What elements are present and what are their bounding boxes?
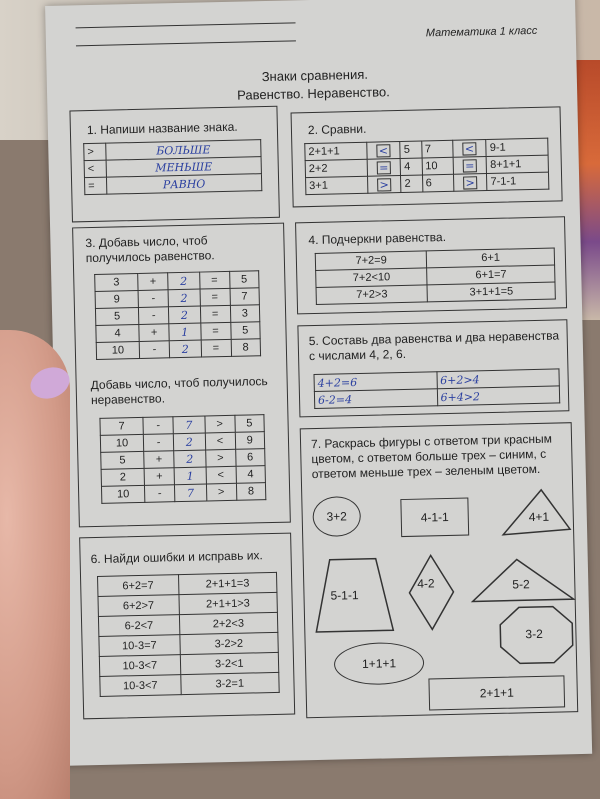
octagon-label: 3-2	[525, 626, 543, 642]
cell: 10-3<7	[99, 655, 180, 677]
sign-box: >	[377, 178, 391, 191]
cell: 4	[401, 158, 423, 175]
cell: 3+1	[306, 176, 368, 194]
cell: 5	[400, 141, 422, 158]
cell: 2	[401, 175, 423, 192]
diamond-shape[interactable]	[406, 552, 458, 633]
answer: 2	[168, 272, 200, 290]
diamond-label: 4-2	[417, 576, 435, 591]
cell: 10	[96, 341, 139, 359]
cell: >	[205, 449, 235, 467]
task5-title: 5. Составь два равенства и два неравенства	[308, 328, 560, 349]
cell: 8+1+1	[486, 155, 548, 173]
answer: 1	[169, 323, 201, 341]
cell: =	[201, 339, 231, 357]
cell: 7+2=9	[315, 251, 427, 271]
cell: 6+1	[427, 248, 555, 268]
answer: 6+4>2	[437, 386, 560, 406]
cell: 7	[230, 288, 260, 306]
sign-box: <	[376, 144, 390, 157]
answer: 2	[173, 433, 205, 451]
task6-box	[79, 533, 295, 720]
cell: 7-1-1	[487, 172, 549, 190]
hand	[0, 330, 70, 799]
cell: 2+1+1=3	[178, 572, 277, 594]
answer: 7	[175, 484, 207, 502]
page-title: Знаки сравнения.	[261, 66, 369, 85]
task3-subtitle-2: неравенство.	[90, 391, 166, 408]
cell: 6	[235, 449, 265, 467]
cell: 2	[101, 468, 144, 486]
cell: >	[206, 483, 236, 501]
cell: 7+2>3	[316, 285, 428, 305]
cell: 7+2<10	[316, 268, 428, 288]
date-line	[76, 40, 296, 46]
answer: 6+2>4	[436, 369, 559, 389]
cell: 5	[95, 307, 138, 325]
cell: 3+1+1=5	[427, 282, 555, 302]
answer: РАВНО	[106, 174, 261, 195]
task3-table-2	[99, 414, 266, 504]
cell: 10	[422, 157, 453, 175]
cell: 2+2<3	[179, 612, 278, 634]
cell: -	[139, 341, 169, 359]
cell: 6+2>7	[98, 595, 179, 617]
cell: +	[138, 273, 168, 291]
cell: -	[143, 434, 173, 452]
cell: -	[143, 417, 173, 435]
task5-title-2: с числами 4, 2, 6.	[308, 346, 407, 364]
task7-title-3: ответом меньше трех – зеленым цветом.	[311, 461, 541, 482]
cell: 5	[230, 322, 260, 340]
cell: >	[204, 415, 234, 433]
cell: 6-2<7	[98, 615, 179, 637]
ellipse-shape[interactable]: 1+1+1	[334, 642, 425, 686]
cell: 10	[100, 434, 143, 452]
sign: >	[84, 143, 106, 160]
answer: 7	[173, 416, 205, 434]
cell: 2+1+1>3	[179, 592, 278, 614]
cell: 2+1+1	[305, 142, 367, 160]
answer: 2	[169, 340, 201, 358]
cell: <	[206, 466, 236, 484]
task2-table	[304, 138, 549, 196]
class-label: Математика 1 класс	[425, 24, 538, 40]
task1-table	[83, 139, 262, 195]
answer: 4+2=6	[314, 372, 437, 392]
cell: 8	[231, 339, 261, 357]
answer: 1	[174, 467, 206, 485]
rectangle-shape[interactable]: 4-1-1	[400, 498, 469, 538]
cell: 8	[236, 483, 266, 501]
cell: =	[200, 288, 230, 306]
task4-title: 4. Подчеркни равенства.	[308, 229, 447, 248]
cell: 10	[101, 485, 144, 503]
answer: 2	[169, 306, 201, 324]
task3-title: 3. Добавь число, чтоб	[85, 233, 208, 251]
task7-box	[300, 422, 579, 718]
triangle-label: 4+1	[528, 509, 550, 525]
task7-title: 7. Раскрась фигуры с ответом три красным	[310, 431, 553, 452]
cell: 9-1	[486, 138, 548, 156]
task3-table	[94, 270, 261, 360]
sign-box: >	[463, 176, 477, 189]
cell: 3	[230, 305, 260, 323]
answer: БОЛЬШЕ	[106, 140, 261, 161]
cell: 5	[229, 271, 259, 289]
sign-box: =	[377, 161, 391, 174]
task1-box	[69, 106, 279, 223]
answer: 2	[168, 289, 200, 307]
answer: 6-2=4	[314, 389, 437, 409]
cell: 2+2	[305, 159, 367, 177]
cell: -	[138, 290, 168, 308]
task2-box	[291, 106, 563, 207]
page-subtitle: Равенство. Неравенство.	[236, 84, 390, 103]
triangle-2-label: 5-2	[512, 577, 530, 592]
rectangle-2-shape[interactable]: 2+1+1	[428, 675, 565, 710]
cell: =	[200, 305, 230, 323]
cell: 5	[101, 451, 144, 469]
task7-title-2: цветом, с ответом больше трех – синим, с	[311, 446, 547, 467]
cell: 10-3=7	[99, 635, 180, 657]
cell: =	[200, 322, 230, 340]
cell: 3-2>2	[179, 632, 278, 654]
sign-box: <	[462, 142, 476, 155]
sign-box: =	[463, 159, 477, 172]
answer: 2	[174, 450, 206, 468]
task5-table	[313, 368, 560, 409]
task3-title-2: получилось равенство.	[85, 248, 215, 266]
task6-title: 6. Найди ошибки и исправь их.	[90, 548, 263, 567]
cell: 3	[95, 273, 138, 291]
cell: 6	[422, 174, 453, 192]
cell: 3-2<1	[180, 652, 279, 674]
answer: МЕНЬШЕ	[106, 157, 261, 178]
sign: =	[84, 177, 106, 194]
task3-subtitle: Добавь число, чтоб получилось	[90, 374, 268, 393]
task5-box	[297, 319, 569, 417]
cell: 4	[96, 324, 139, 342]
cell: -	[145, 485, 175, 503]
name-line	[76, 22, 296, 28]
cell: 5	[234, 415, 264, 433]
task2-title: 2. Сравни.	[307, 121, 367, 138]
cell: 9	[235, 432, 265, 450]
worksheet	[45, 0, 592, 766]
cell: 7	[421, 140, 452, 158]
cell: 6+2=7	[98, 575, 179, 597]
cell: +	[139, 324, 169, 342]
task1-title: 1. Напиши название знака.	[86, 119, 238, 138]
cell: -	[139, 307, 169, 325]
task4-box	[295, 216, 567, 314]
cell: +	[144, 451, 174, 469]
cell: 6+1=7	[427, 265, 555, 285]
cell: =	[199, 271, 229, 289]
cell: 10-3<7	[100, 675, 181, 697]
circle-shape[interactable]: 3+2	[312, 496, 361, 537]
cell: 3-2=1	[180, 672, 279, 694]
task3-box	[72, 223, 291, 528]
cell: 9	[95, 290, 138, 308]
cell: 4	[236, 466, 266, 484]
cell: <	[205, 432, 235, 450]
cell: 7	[100, 417, 143, 435]
trapezoid-label: 5-1-1	[330, 588, 359, 603]
sign: <	[84, 160, 106, 177]
task6-table	[97, 572, 280, 697]
task4-table	[315, 248, 556, 305]
cell: +	[144, 468, 174, 486]
